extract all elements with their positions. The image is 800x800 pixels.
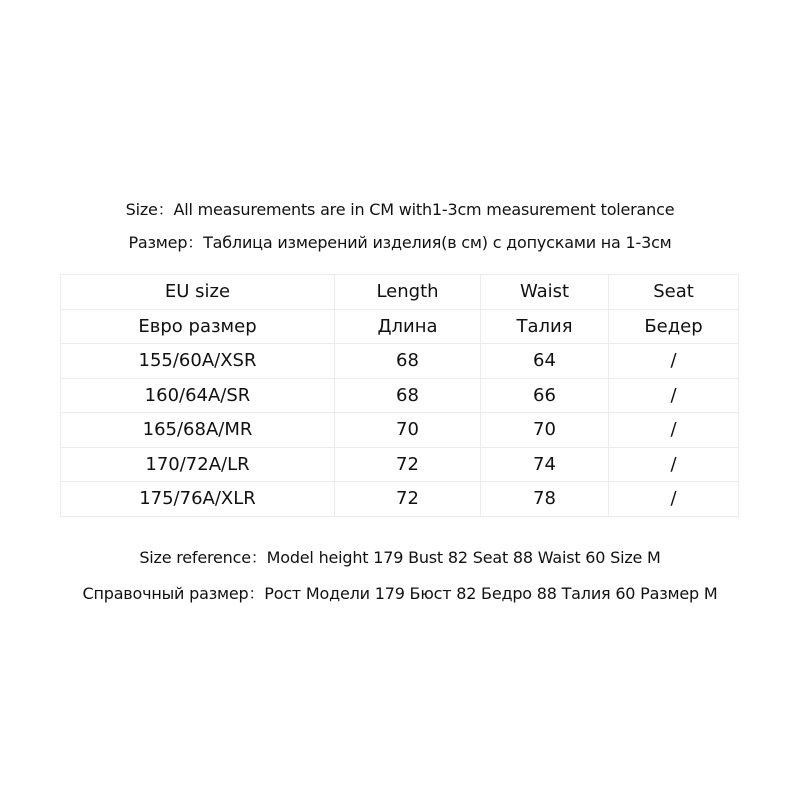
cell-waist: 66 <box>481 378 609 413</box>
cell-seat: / <box>609 413 739 448</box>
header-length-ru: Длина <box>335 309 481 344</box>
header-eu-size: EU size <box>61 275 335 310</box>
header-seat: Seat <box>609 275 739 310</box>
cell-waist: 70 <box>481 413 609 448</box>
cell-size: 175/76A/XLR <box>61 482 335 517</box>
header-eu-size-ru: Евро размер <box>61 309 335 344</box>
size-chart-table <box>60 274 739 517</box>
table-header-row-en <box>61 275 739 310</box>
cell-size: 160/64A/SR <box>61 378 335 413</box>
table-row <box>61 447 739 482</box>
cell-length: 70 <box>335 413 481 448</box>
table-row <box>61 344 739 379</box>
size-reference-ru: Справочный размер：Рост Модели 179 Бюст 82 Бедро 88 Талия 60 Размер M <box>82 584 718 603</box>
cell-length: 72 <box>335 482 481 517</box>
cell-length: 68 <box>335 378 481 413</box>
size-reference-en: Size reference：Model height 179 Bust 82 Seat 88 Waist 60 Size M <box>139 548 661 567</box>
cell-seat: / <box>609 378 739 413</box>
table-row <box>61 482 739 517</box>
cell-waist: 74 <box>481 447 609 482</box>
header-waist-ru: Талия <box>481 309 609 344</box>
cell-length: 72 <box>335 447 481 482</box>
cell-seat: / <box>609 344 739 379</box>
table-row <box>61 413 739 448</box>
header-length: Length <box>335 275 481 310</box>
measurement-note-en: Size：All measurements are in CM with1-3cm measurement tolerance <box>125 200 675 219</box>
table-row <box>61 378 739 413</box>
cell-seat: / <box>609 482 739 517</box>
cell-size: 165/68A/MR <box>61 413 335 448</box>
measurement-note-ru: Размер：Таблица измерений изделия(в см) с допусками на 1-3см <box>128 233 672 252</box>
cell-length: 68 <box>335 344 481 379</box>
header-seat-ru: Бедер <box>609 309 739 344</box>
cell-waist: 64 <box>481 344 609 379</box>
header-waist: Waist <box>481 275 609 310</box>
cell-size: 155/60A/XSR <box>61 344 335 379</box>
cell-waist: 78 <box>481 482 609 517</box>
cell-size: 170/72A/LR <box>61 447 335 482</box>
table-header-row-ru <box>61 309 739 344</box>
cell-seat: / <box>609 447 739 482</box>
